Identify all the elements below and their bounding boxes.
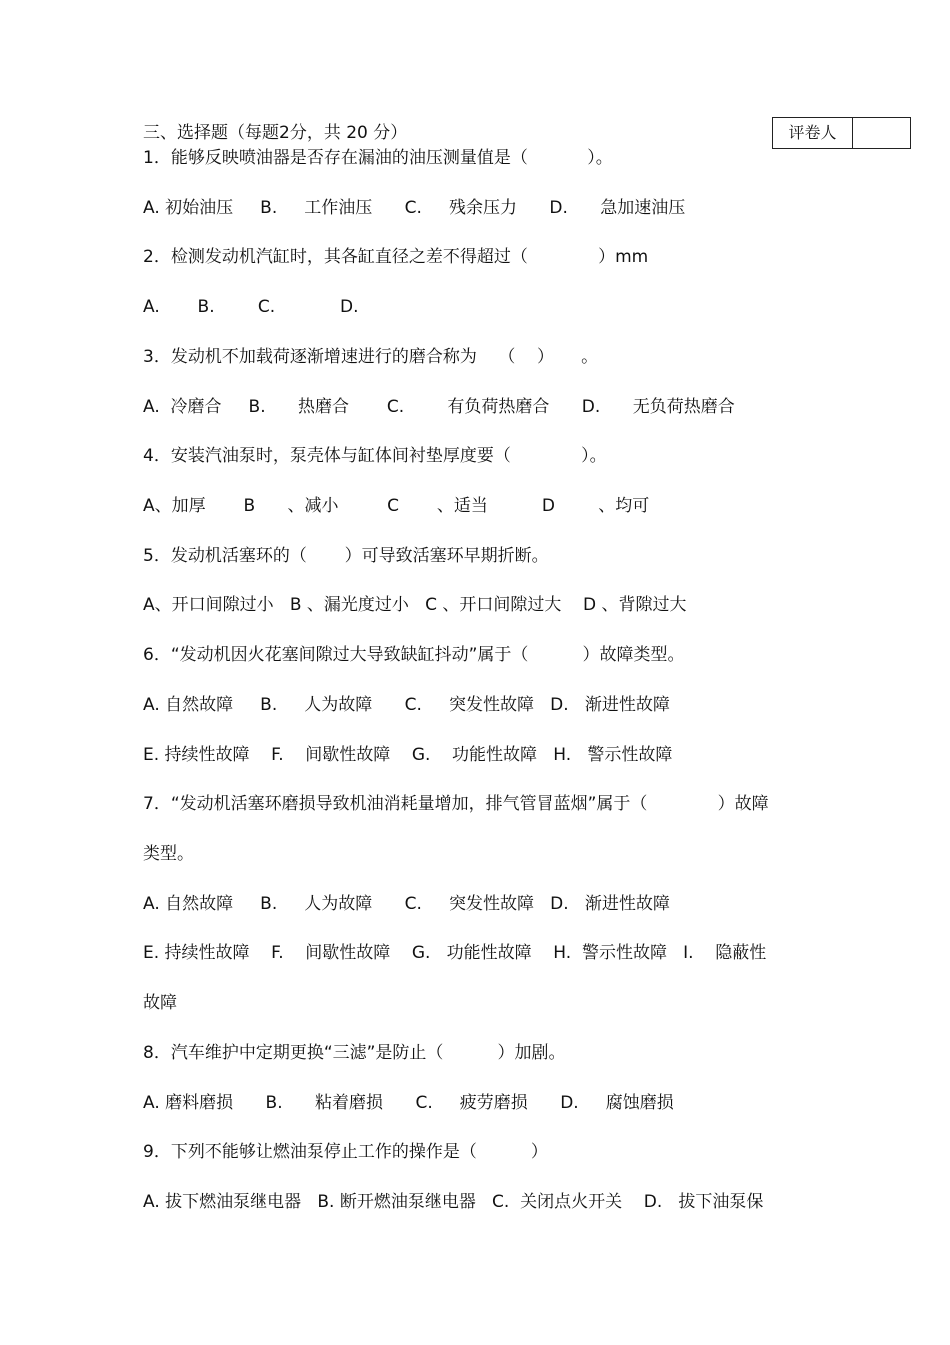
question-9: 9．下列不能够让燃油泵停止工作的操作是（ ） xyxy=(143,1142,548,1162)
question-7-options-continued: 故障 xyxy=(143,993,177,1013)
question-6: 6．“发动机因火花塞间隙过大导致缺缸抖动”属于（ ）故障类型。 xyxy=(143,645,685,665)
grader-label: 评卷人 xyxy=(773,118,853,148)
question-3-options: A. 冷磨合 B. 热磨合 C. 有负荷热磨合 D. 无负荷热磨合 xyxy=(143,397,735,417)
question-9-options: A. 拔下燃油泵继电器 B. 断开燃油泵继电器 C. 关闭点火开关 D. 拔下油泵保 xyxy=(143,1192,764,1212)
question-4-options: A、加厚 B 、减小 C 、适当 D 、均可 xyxy=(143,496,650,516)
question-5-options: A、开口间隙过小 B 、漏光度过小 C 、开口间隙过大 D 、背隙过大 xyxy=(143,595,687,615)
question-4: 4．安装汽油泵时，泵壳体与缸体间衬垫厚度要（ ）。 xyxy=(143,446,607,466)
question-1: 1．能够反映喷油器是否存在漏油的油压测量值是（ ）。 xyxy=(143,148,613,168)
question-8-options: A. 磨料磨损 B. 粘着磨损 C. 疲劳磨损 D. 腐蚀磨损 xyxy=(143,1093,674,1113)
section-title: 三、选择题（每题2分，共 20 分） xyxy=(143,123,408,143)
question-2: 2．检测发动机汽缸时，其各缸直径之差不得超过（ ）mm xyxy=(143,247,649,267)
question-6-options-row1: A. 自然故障 B. 人为故障 C. 突发性故障 D. 渐进性故障 xyxy=(143,695,670,715)
question-2-options: A. B. C. D. xyxy=(143,297,359,317)
question-3: 3．发动机不加载荷逐渐增速进行的磨合称为 （ ） 。 xyxy=(143,347,599,367)
question-1-options: A. 初始油压 B. 工作油压 C. 残余压力 D. 急加速油压 xyxy=(143,198,686,218)
question-8: 8．汽车维护中定期更换“三滤”是防止（ ）加剧。 xyxy=(143,1043,566,1063)
grader-box xyxy=(772,117,911,149)
question-7-options-row2: E. 持续性故障 F. 间歇性故障 G. 功能性故障 H. 警示性故障 I. 隐蔽性 xyxy=(143,943,767,963)
question-5: 5．发动机活塞环的（ ）可导致活塞环早期折断。 xyxy=(143,546,549,566)
question-7-continued: 类型。 xyxy=(143,844,194,864)
question-7: 7．“发动机活塞环磨损导致机油消耗量增加，排气管冒蓝烟”属于（ ）故障 xyxy=(143,794,769,814)
question-7-options-row1: A. 自然故障 B. 人为故障 C. 突发性故障 D. 渐进性故障 xyxy=(143,894,670,914)
grader-signature-box xyxy=(853,118,910,148)
question-6-options-row2: E. 持续性故障 F. 间歇性故障 G. 功能性故障 H. 警示性故障 xyxy=(143,745,673,765)
